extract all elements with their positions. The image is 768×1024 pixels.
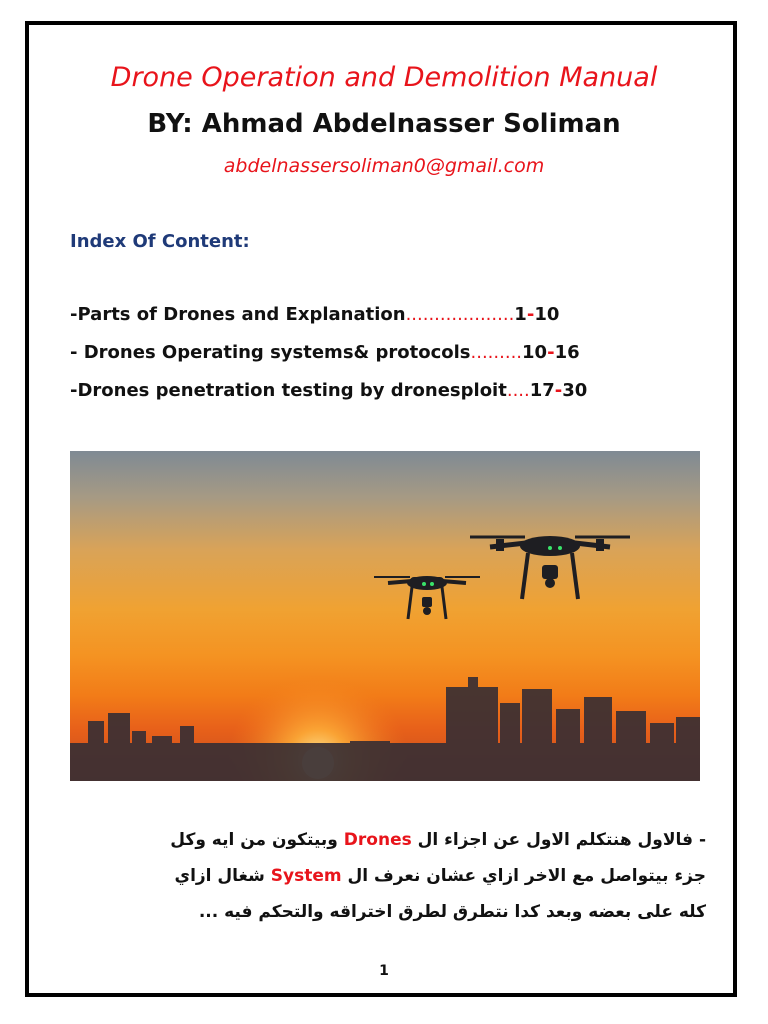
toc-range-dash: -	[526, 304, 535, 325]
document-title: Drone Operation and Demolition Manual	[110, 62, 658, 93]
intro-paragraph-arabic	[70, 822, 706, 930]
table-of-contents	[70, 300, 710, 414]
drones-sunset-photo	[70, 451, 700, 781]
toc-page-end: 30	[562, 380, 588, 401]
toc-entry-label: - Drones Operating systems& protocols	[70, 342, 471, 363]
drones-highlight: Drones	[343, 830, 412, 850]
toc-entry-label: -Parts of Drones and Explanation	[70, 304, 406, 325]
toc-leader-dots: ....	[506, 380, 530, 401]
toc-page-end: 10	[534, 304, 560, 325]
intro-line1-end: وبيتكون من ايه وكل	[170, 830, 344, 850]
toc-leader-dots: ...................	[405, 304, 515, 325]
system-highlight: System	[270, 866, 342, 886]
toc-page-start: 1	[514, 304, 527, 325]
author-line: BY: Ahmad Abdelnasser Soliman	[147, 109, 621, 139]
toc-entry-label: -Drones penetration testing by dronesploit	[70, 380, 507, 401]
intro-line2-start: جزء بيتواصل مع الاخر ازاي عشان نعرف ال	[341, 866, 706, 886]
index-heading: Index Of Content:	[70, 231, 250, 252]
toc-entry	[70, 300, 710, 338]
toc-page-end: 16	[554, 342, 580, 363]
toc-page-start: 17	[529, 380, 555, 401]
page-number: 1	[379, 963, 389, 979]
drone-large-icon	[470, 536, 630, 599]
toc-range-dash: -	[554, 380, 563, 401]
author-email: abdelnassersoliman0@gmail.com	[223, 155, 545, 177]
toc-page-start: 10	[522, 342, 548, 363]
intro-line1-start: - فالاول هنتكلم الاول عن اجزاء ال	[411, 830, 706, 850]
toc-range-dash: -	[547, 342, 555, 363]
toc-entry	[70, 376, 710, 414]
toc-leader-dots: .........	[470, 342, 523, 363]
intro-line3: كله على بعضه وبعد كدا نتطرق لطرق اختراقه والتحكم فيه ...	[198, 902, 706, 922]
drone-small-icon	[374, 576, 480, 619]
intro-line2-end: شغال ازاي	[174, 866, 271, 886]
toc-entry	[70, 338, 710, 376]
